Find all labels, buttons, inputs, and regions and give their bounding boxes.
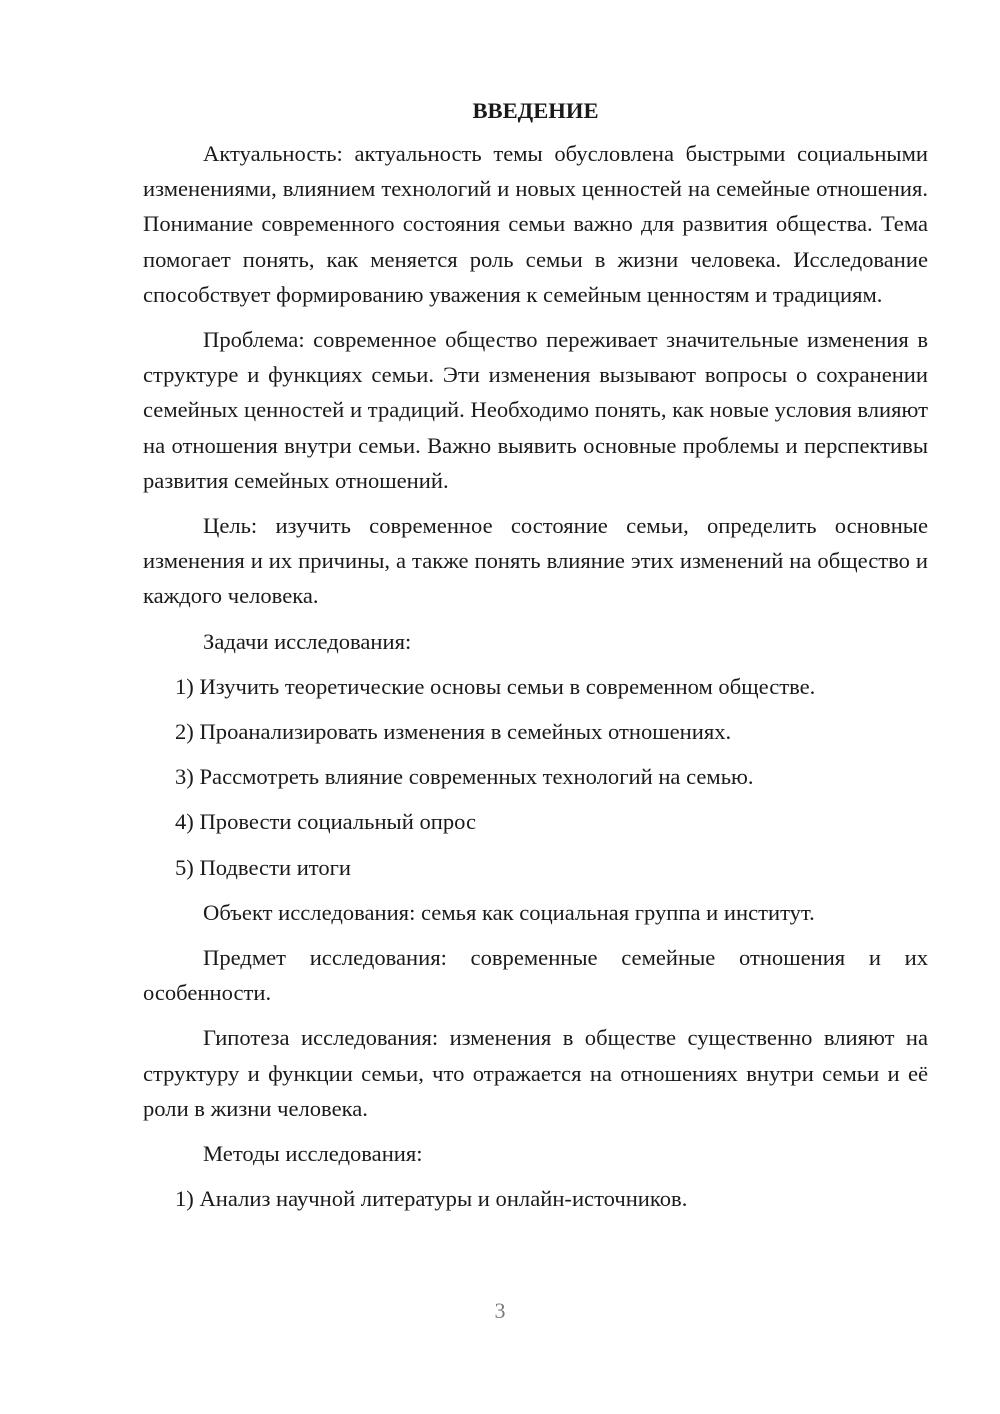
page-content: [143, 96, 928, 1226]
methods-heading: Методы исследования:: [203, 1141, 423, 1167]
tasks-heading: Задачи исследования:: [203, 628, 412, 654]
goal-paragraph: Цель: изучить современное состояние семьи, определить основные изменения и их причины, а также понять влияние этих изменений на общество и каждого человека.: [143, 513, 928, 609]
section-title: ВВЕДЕНИЕ: [472, 98, 599, 123]
task-item: 1) Изучить теоретические основы семьи в современном обществе.: [175, 673, 816, 699]
problem-paragraph: Проблема: современное общество переживает значительные изменения в структуре и функциях семьи. Эти изменения вызывают вопросы о сохранении семейных ценностей и традиций. Необходимо понять, как новые условия влияют на отношения внутри семьи. Важно выявить основные проблемы и перспективы развития семейных отношений.: [143, 327, 928, 493]
object-paragraph: Объект исследования: семья как социальная группа и институт.: [203, 899, 815, 925]
task-item: 2) Проанализировать изменения в семейных отношениях.: [175, 719, 732, 745]
page-number: 3: [494, 1298, 506, 1323]
task-item: 5) Подвести итоги: [175, 854, 352, 880]
method-item: 1) Анализ научной литературы и онлайн-источников.: [175, 1186, 688, 1212]
subject-paragraph: Предмет исследования: современные семейные отношения и их особенности.: [143, 945, 928, 1006]
relevance-paragraph: Актуальность: актуальность темы обусловлена быстрыми социальными изменениями, влиянием технологий и новых ценностей на семейные отношения. Понимание современного состояния семьи важно для развития общества. Тема помогает понять, как меняется роль семьи в жизни человека. Исследование способствует формированию уважения к семейным ценностям и традициям.: [143, 141, 928, 307]
hypothesis-paragraph: Гипотеза исследования: изменения в обществе существенно влияют на структуру и функции семьи, что отражается на отношениях внутри семьи и её роли в жизни человека.: [143, 1025, 928, 1121]
task-item: 4) Провести социальный опрос: [175, 809, 477, 835]
task-item: 3) Рассмотреть влияние современных технологий на семью.: [175, 764, 754, 790]
